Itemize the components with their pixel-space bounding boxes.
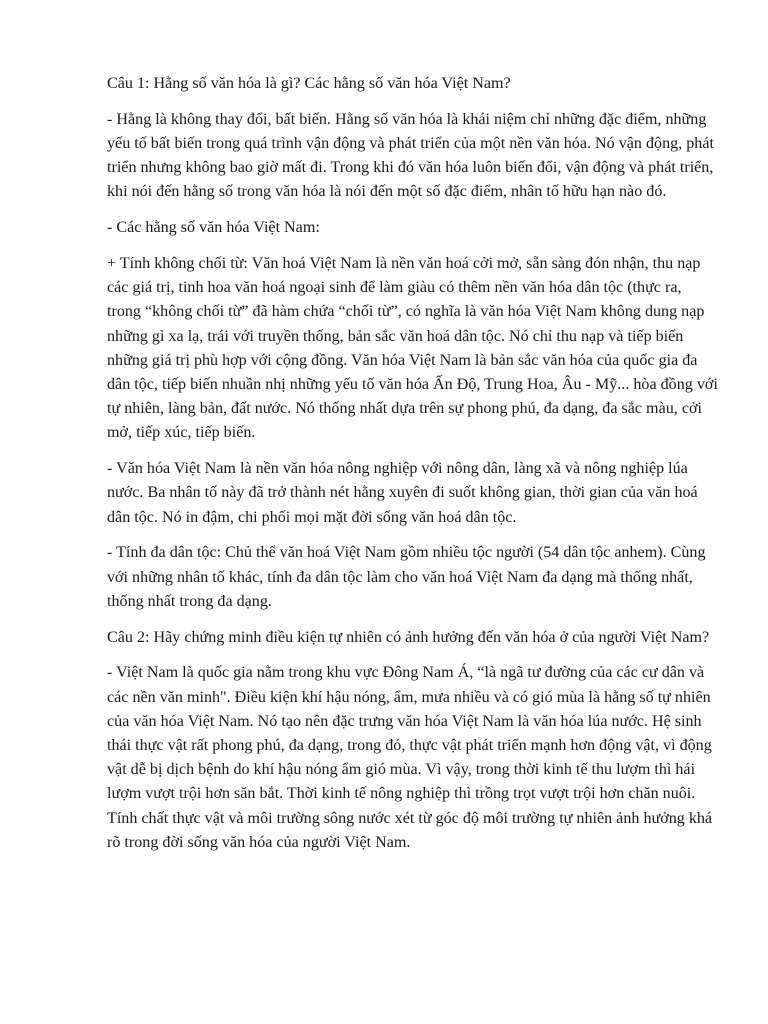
paragraph-multi-ethnic: - Tính đa dân tộc: Chủ thể văn hoá Việt Nam gồm nhiều tộc người (54 dân tộc anhem). Cùng với những nhân tố khác, tính đa dân tộc làm cho văn hoá Việt Nam đa dạng mà thống nhất, thống nhất trong đa dạng. (107, 544, 706, 610)
question-1-heading: Câu 1: Hằng số văn hóa là gì? Các hằng số văn hóa Việt Nam? (107, 75, 511, 92)
paragraph-natural-conditions: - Việt Nam là quốc gia nằm trong khu vực Đông Nam Á, “là ngã tư đường của các cư dân và các nền văn minh". Điều kiện khí hậu nóng, ẩm, mưa nhiều và có gió mùa là hằng số tự nhiên của văn hóa Việt Nam. Nó tạo nên đặc trưng văn hóa Việt Nam là văn hóa lúa nước. Hệ sinh thái thực vật rất phong phú, đa dạng, trong đó, thực vật phát triển mạnh hơn động vật, vì động vật dễ bị dịch bệnh do khí hậu nóng ẩm gió mùa. Vì vậy, trong thời kinh tế thu lượm thì hái lượm vượt trội hơn săn bắt. Thời kinh tế nông nghiệp thì trồng trọt vượt trội hơn chăn nuôi. Tính chất thực vật và môi trường sông nước xét từ góc độ môi trường tự nhiên ảnh hưởng khá rõ trong đời sống văn hóa của người Việt Nam. (107, 664, 713, 851)
paragraph-openness: + Tính không chối từ: Văn hoá Việt Nam là nền văn hoá cởi mở, sẵn sàng đón nhận, thu nạp các giá trị, tinh hoa văn hoá ngoại sinh để làm giàu có thêm nền văn hóa dân tộc (thực ra, trong “không chối từ” đã hàm chứa “chối từ”, có nghĩa là văn hóa Việt Nam không dung nạp những gì xa lạ, trái với truyền thống, bản sắc văn hoá dân tộc. Nó chỉ thu nạp và tiếp biến những giá trị phù hợp với cộng đồng. Văn hóa Việt Nam là bản sắc văn hóa của quốc gia đa dân tộc, tiếp biến nhuần nhị những yếu tố văn hóa Ấn Độ, Trung Hoa, Âu - Mỹ... hòa đồng với tự nhiên, làng bản, đất nước. Nó thống nhất dựa trên sự phong phú, đa dạng, đa sắc màu, cởi mở, tiếp xúc, tiếp biến. (107, 255, 718, 442)
paragraph-constants-intro: - Các hằng số văn hóa Việt Nam: (107, 219, 320, 237)
question-2-heading: Câu 2: Hãy chứng minh điều kiện tự nhiên có ảnh hưởng đến văn hóa ở của người Việt Nam? (107, 628, 710, 646)
paragraph-definition: - Hằng là không thay đổi, bất biến. Hằng số văn hóa là khái niệm chỉ những đặc điểm, những yếu tố bất biến trong quá trình vận động và phát triển của một nền văn hóa. Nó vận động, phát triển nhưng không bao giờ mất đi. Trong khi đó văn hóa luôn biến đổi, vận động và phát triển, khi nói đến hằng số trong văn hóa là nói đến một số đặc điểm, nhân tố hữu hạn nào đó. (107, 110, 714, 201)
document-body (107, 72, 719, 867)
paragraph-agriculture: - Văn hóa Việt Nam là nền văn hóa nông nghiệp với nông dân, làng xã và nông nghiệp lúa nước. Ba nhân tố này đã trở thành nét hằng xuyên đi suốt không gian, thời gian của văn hoá dân tộc. Nó in đậm, chi phối mọi mặt đời sống văn hoá dân tộc. (107, 460, 698, 526)
